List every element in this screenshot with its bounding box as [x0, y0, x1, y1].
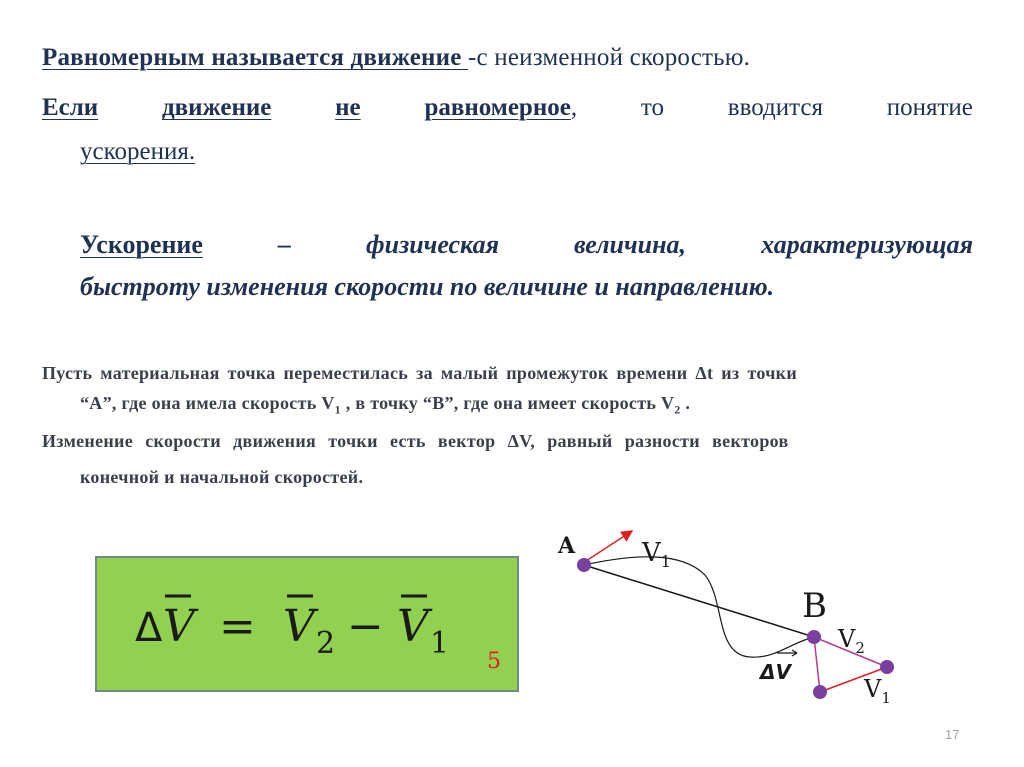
point-v2-end — [880, 660, 894, 674]
comma: , — [570, 94, 578, 121]
uniform-motion-term: Равномерным называется движение — [42, 44, 468, 71]
formula-delta: Δ — [135, 605, 163, 651]
chord-a-b — [584, 565, 814, 637]
nonuniform-line-1 — [42, 94, 973, 122]
label-v1-top: $V_1$ — [642, 538, 671, 571]
nonuniform-line-2: ускорения. — [80, 138, 196, 165]
formula-v1: V — [397, 601, 429, 652]
label-b: B — [802, 586, 827, 626]
formula-v2: V — [283, 601, 315, 652]
velocity-change-line-1: Изменение скорости движения точки есть вектор ΔV, равный разности векторов — [42, 431, 789, 451]
point-moved-line-1: Пусть материальная точка переместилась за малый промежуток времени Δt из точки — [42, 363, 797, 383]
sub-1: 1 — [334, 402, 341, 417]
label-v2: $V_2$ — [838, 625, 865, 657]
trajectory-curve — [584, 557, 814, 657]
definition-w3: характеризующая — [761, 230, 973, 259]
word-vvoditsya: вводится — [727, 94, 823, 121]
page-number: 17 — [945, 727, 960, 742]
formula-sub-2: 2 — [316, 626, 336, 661]
line2-part-a: “А”, где она имела скорость V — [80, 393, 335, 413]
sub-2: 2 — [674, 402, 681, 417]
label-a: A — [558, 533, 576, 559]
point-a — [577, 558, 591, 572]
word-dvizhenie: движение — [162, 94, 272, 121]
formula-minus: − — [347, 601, 384, 652]
acceleration-term: Ускорение — [80, 230, 203, 259]
formula-v: V — [163, 601, 195, 652]
definition-line-2: быстроту изменения скорости по величине и направлению. — [80, 272, 775, 301]
v1-arrow-at-a — [586, 531, 632, 561]
word-esli: Если — [42, 94, 99, 121]
uniform-motion-line — [42, 44, 750, 72]
formula-sub-1: 1 — [430, 626, 450, 661]
point-v1-end — [813, 685, 827, 699]
formula-box — [95, 556, 519, 692]
label-delta-v: ΔV — [760, 660, 791, 684]
word-ponyatie: понятие — [886, 94, 973, 121]
definition-w2: величина, — [574, 230, 687, 259]
delta-v-vector — [814, 637, 820, 692]
formula-equals: = — [219, 601, 256, 652]
uniform-motion-rest: -с неизменной скоростью. — [467, 44, 751, 71]
label-v1-bottom: $V_1$ — [864, 675, 891, 707]
formula — [97, 558, 517, 690]
definition-w1: физическая — [366, 230, 499, 259]
velocity-diagram — [520, 515, 920, 715]
word-to: то — [640, 94, 664, 121]
line2-part-b: , в точку “В”, где она имеет скорость V — [340, 393, 675, 413]
formula-number: 5 — [487, 649, 501, 674]
point-b — [807, 630, 821, 644]
definition-line-1 — [80, 230, 973, 260]
velocity-change-line-2: конечной и начальной скоростей. — [80, 467, 364, 487]
word-ravnomernoe: равномерное — [424, 94, 571, 121]
point-moved-line-2 — [80, 393, 690, 418]
word-ravnomernoe-group — [424, 94, 577, 122]
definition-dash: – — [277, 230, 291, 259]
line2-part-c: . — [680, 393, 691, 413]
word-ne: не — [335, 94, 361, 121]
